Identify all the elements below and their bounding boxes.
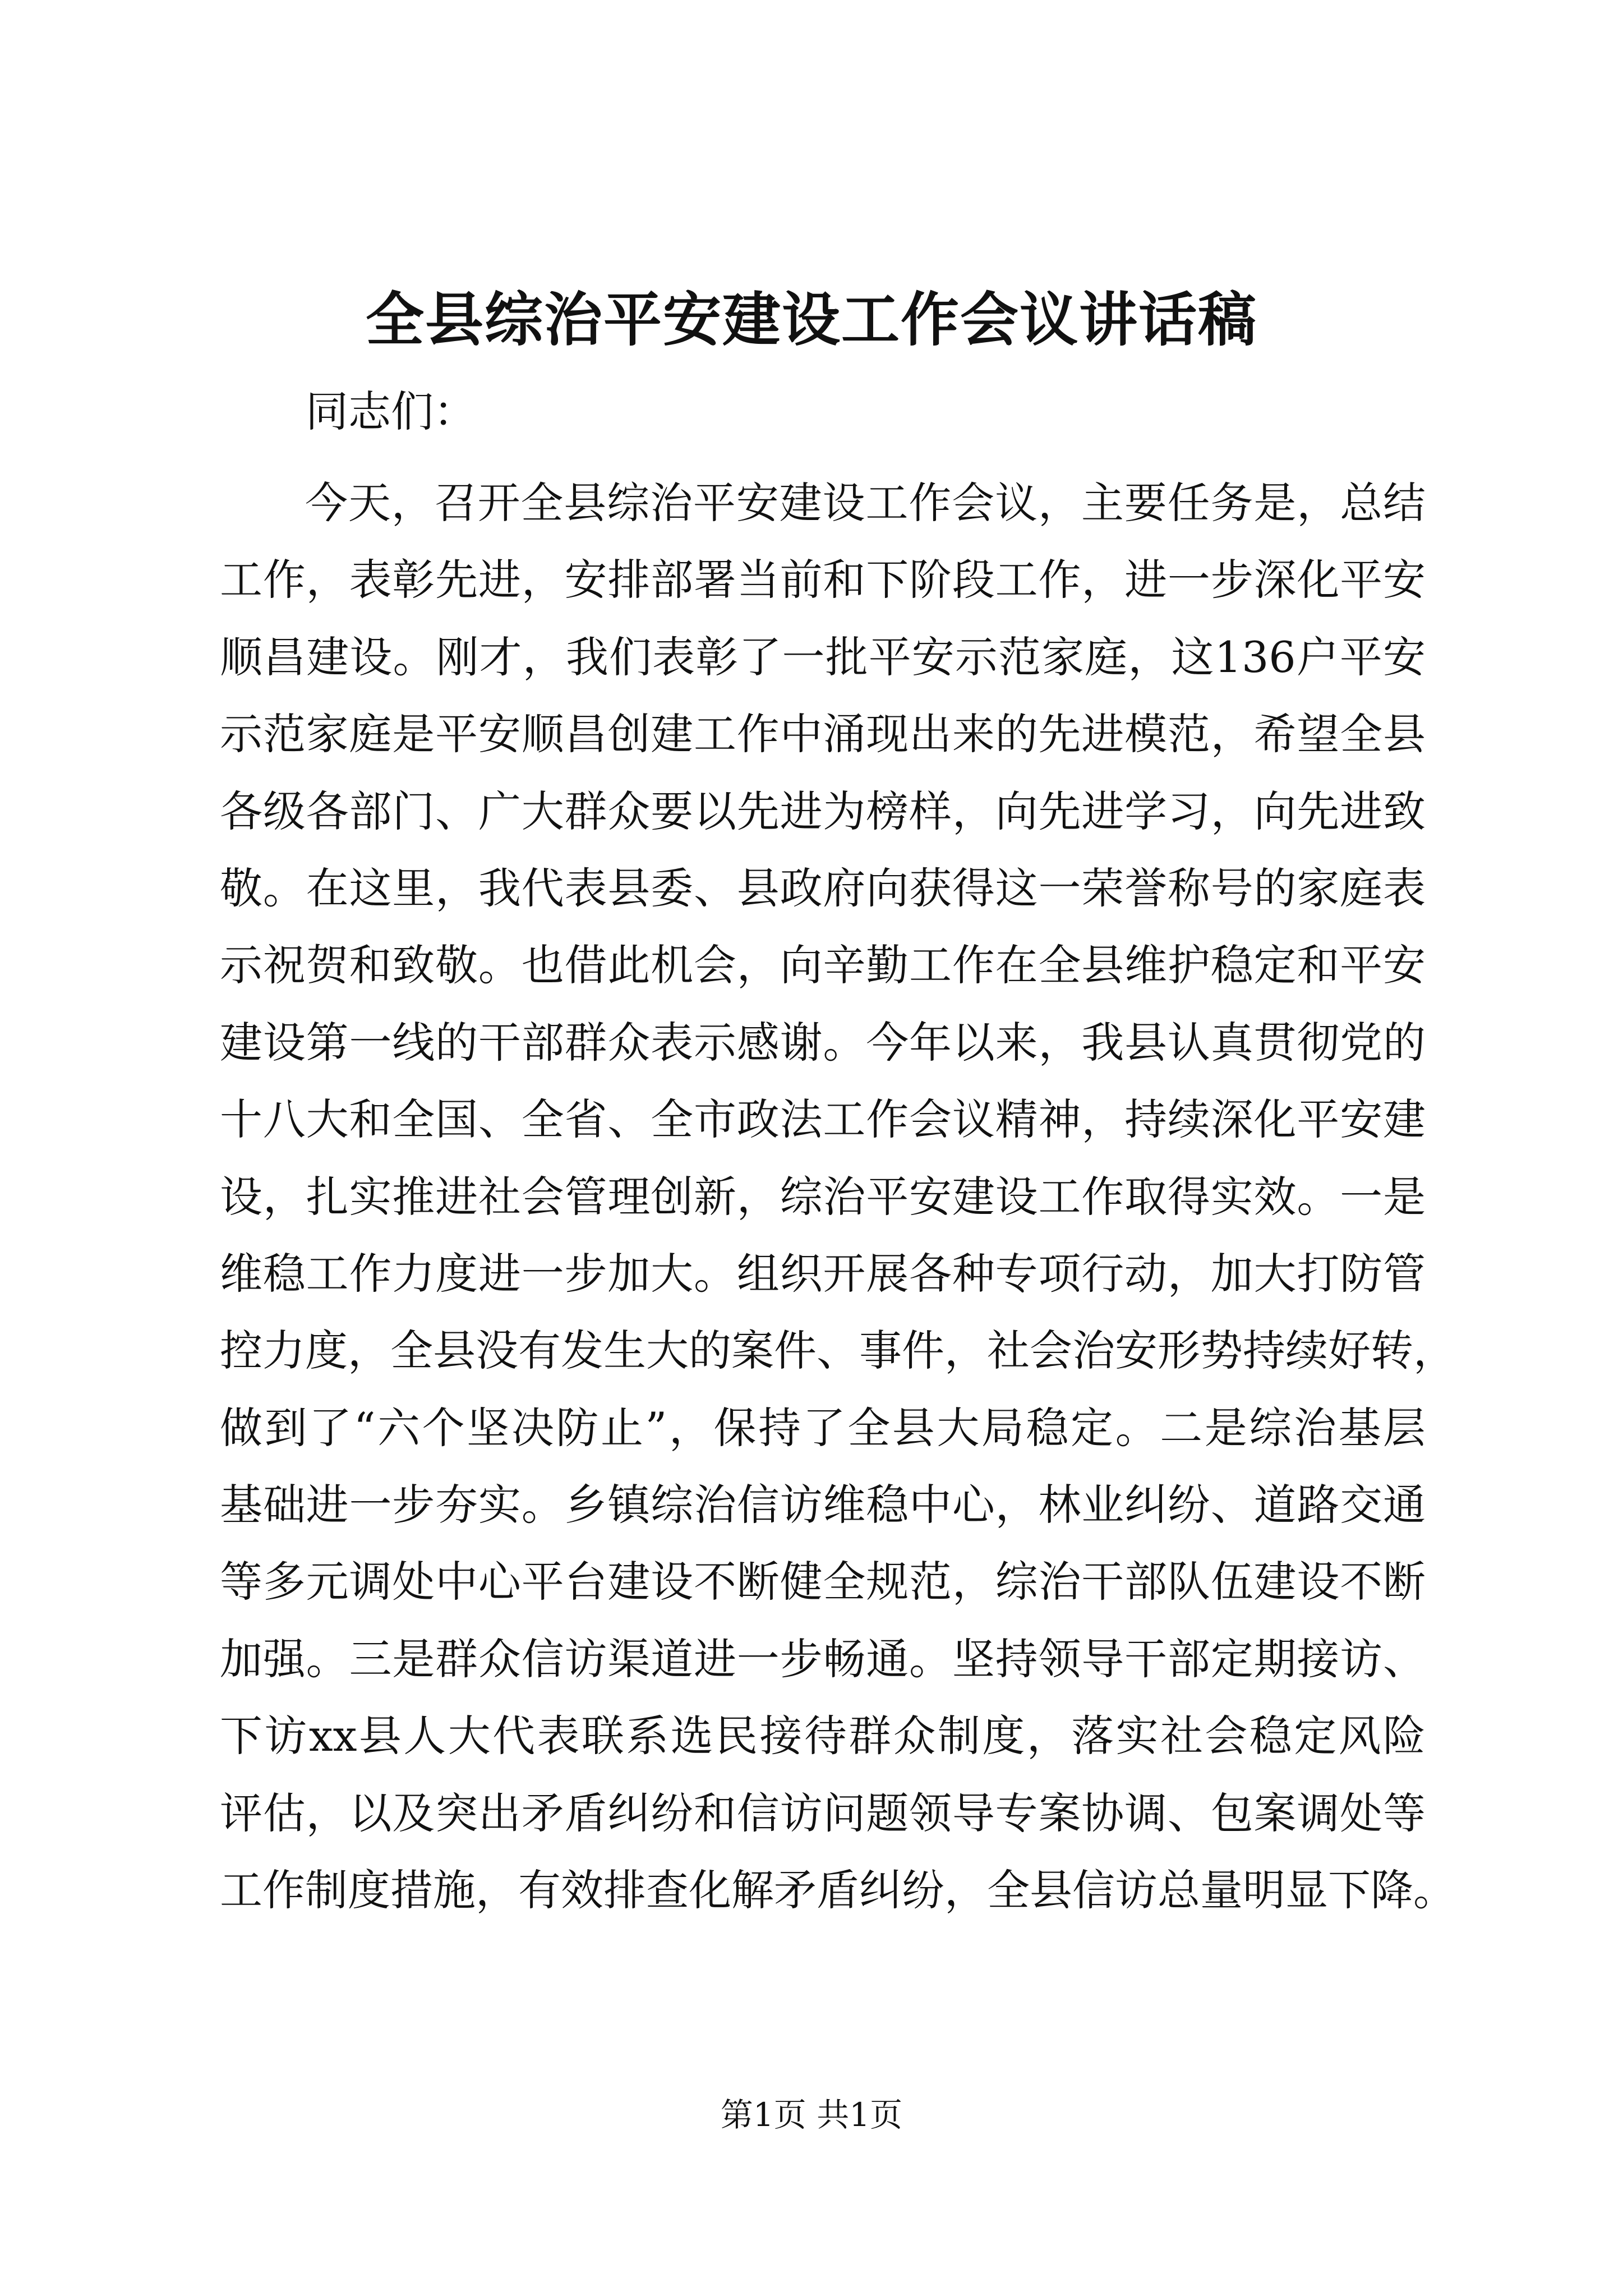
- body-line: 维稳工作力度进一步加大。组织开展各种专项行动，加大打防管: [220, 1248, 1426, 1299]
- body-paragraph: [220, 464, 1456, 1929]
- body-line: 等多元调处中心平台建设不断健全规范，综治干部队伍建设不断: [220, 1557, 1426, 1607]
- salutation: 同志们：: [306, 386, 476, 436]
- body-line: 评估，以及突出矛盾纠纷和信访问题领导专案协调、包案调处等: [220, 1788, 1426, 1838]
- document-title: 全县综治平安建设工作会议讲话稿: [365, 285, 1257, 354]
- body-line: 建设第一线的干部群众表示感谢。今年以来，我县认真贯彻党的: [220, 1017, 1426, 1068]
- body-line: 加强。三是群众信访渠道进一步畅通。坚持领导干部定期接访、: [220, 1634, 1426, 1684]
- body-line: 做到了“六个坚决防止”，保持了全县大局稳定。二是综治基层: [220, 1402, 1426, 1453]
- body-line: 工作制度措施，有效排查化解矛盾纠纷，全县信访总量明显下降。: [220, 1865, 1456, 1916]
- body-line: 今天，召开全县综治平安建设工作会议，主要任务是，总结: [305, 478, 1426, 528]
- body-line: 示范家庭是平安顺昌创建工作中涌现出来的先进模范，希望全县: [220, 709, 1426, 760]
- body-line: 控力度，全县没有发生大的案件、事件，社会治安形势持续好转，: [220, 1326, 1456, 1376]
- body-line: 敬。在这里，我代表县委、县政府向获得这一荣誉称号的家庭表: [220, 863, 1426, 913]
- body-line: 顺昌建设。刚才，我们表彰了一批平安示范家庭，这136户平安: [220, 632, 1426, 682]
- body-line: 示祝贺和致敬。也借此机会，向辛勤工作在全县维护稳定和平安: [220, 940, 1426, 991]
- body-line: 下访xx县人大代表联系选民接待群众制度，落实社会稳定风险: [220, 1711, 1426, 1761]
- body-line: 基础进一步夯实。乡镇综治信访维稳中心，林业纠纷、道路交通: [220, 1480, 1426, 1530]
- body-line: 十八大和全国、全省、全市政法工作会议精神，持续深化平安建: [220, 1094, 1426, 1145]
- page-number-footer: 第1页 共1页: [720, 2096, 903, 2134]
- body-line: 设，扎实推进社会管理创新，综治平安建设工作取得实效。一是: [220, 1171, 1426, 1222]
- body-line: 工作，表彰先进，安排部署当前和下阶段工作，进一步深化平安: [220, 555, 1426, 605]
- body-line: 各级各部门、广大群众要以先进为榜样，向先进学习，向先进致: [220, 786, 1426, 836]
